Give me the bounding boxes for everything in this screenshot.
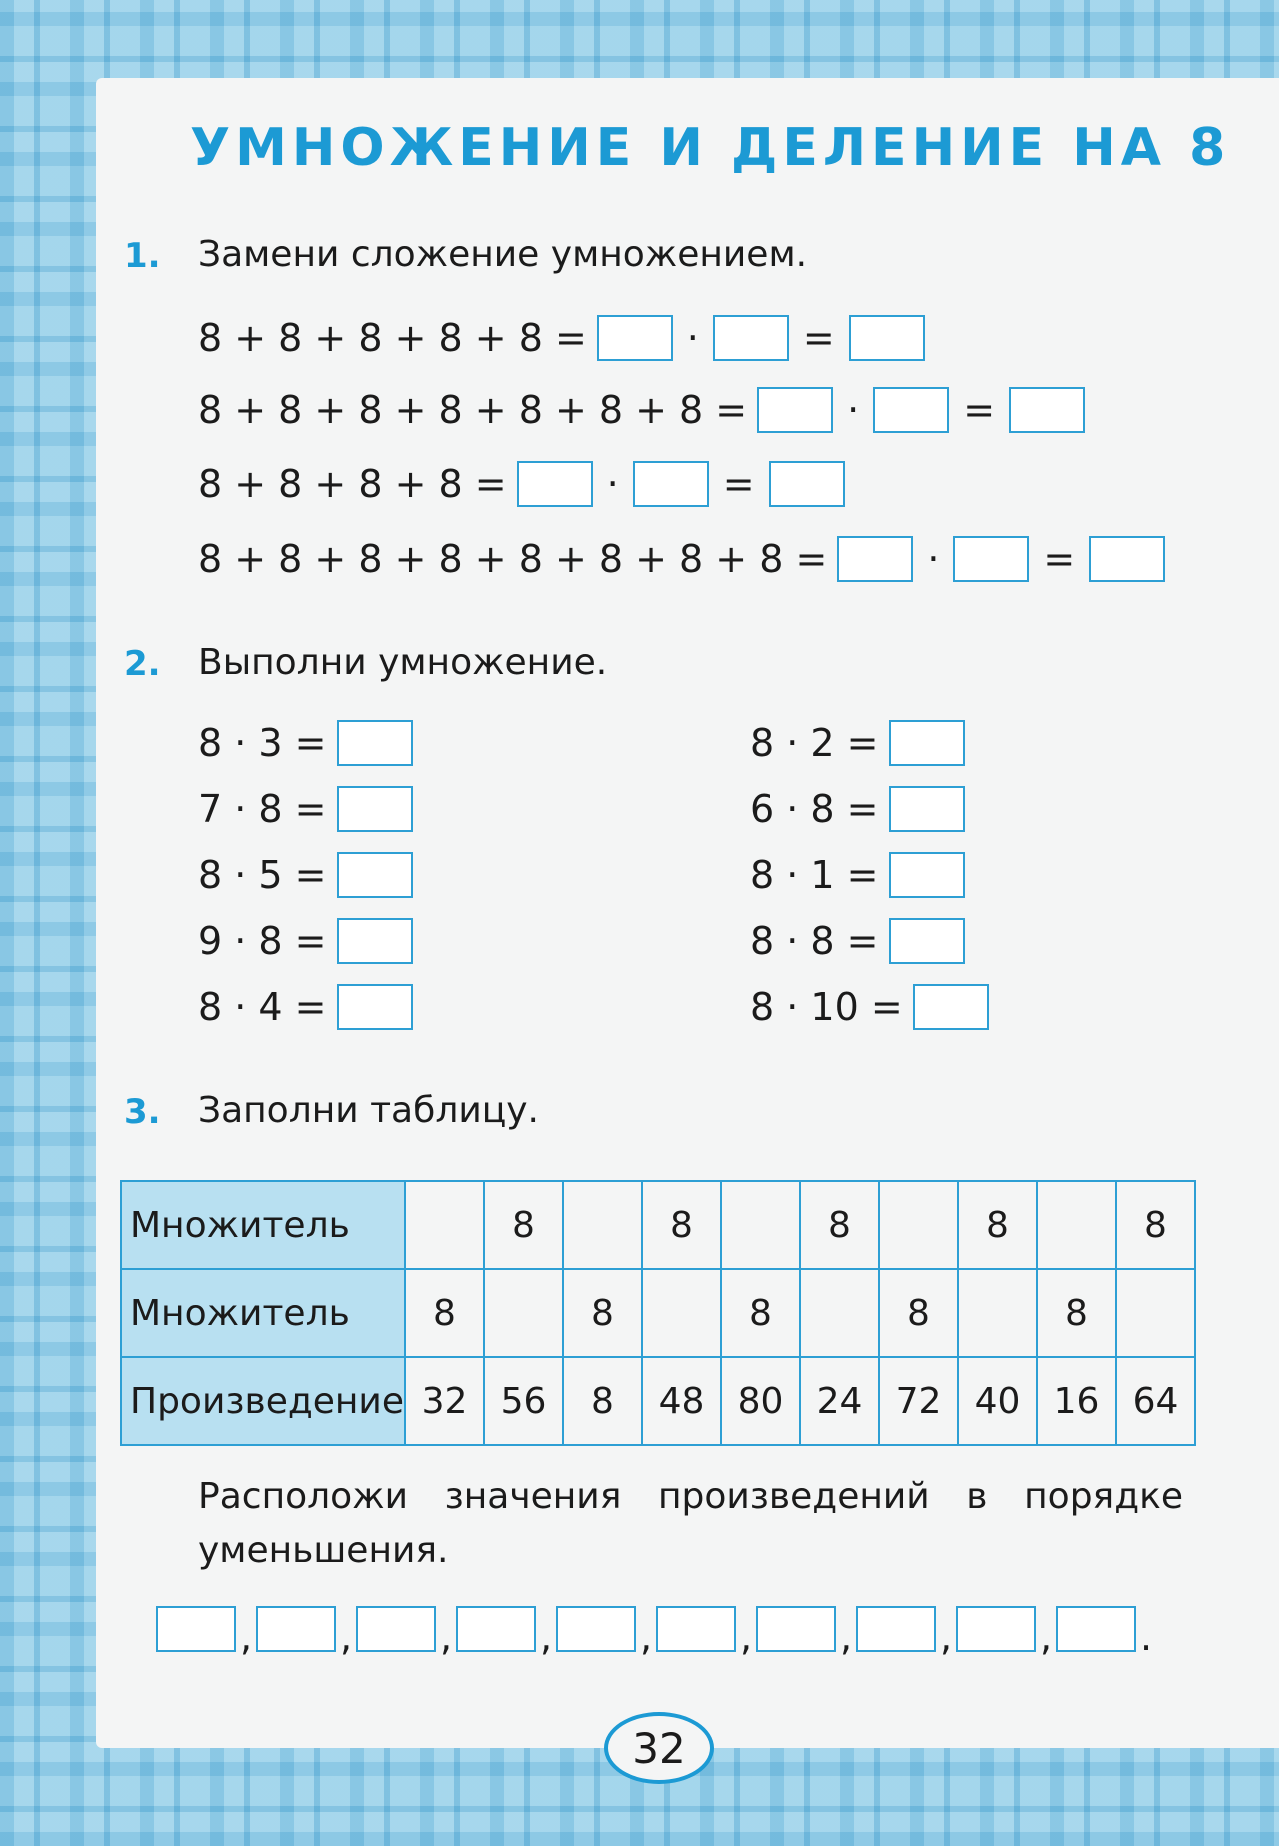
table-cell[interactable] bbox=[721, 1181, 800, 1269]
table-cell: 8 bbox=[879, 1269, 958, 1357]
table-cell: 8 bbox=[958, 1181, 1037, 1269]
table-cell: 64 bbox=[1116, 1357, 1195, 1445]
mult-left-3 bbox=[198, 852, 413, 898]
answer-box[interactable] bbox=[756, 1606, 836, 1652]
table-cell[interactable] bbox=[484, 1269, 563, 1357]
table-cell: 8 bbox=[1037, 1269, 1116, 1357]
mult-right-4 bbox=[750, 918, 965, 964]
comma: , bbox=[839, 1615, 853, 1659]
mult-expression: 8 · 5 = bbox=[198, 853, 327, 897]
sum-expression: 8 + 8 + 8 + 8 + 8 = bbox=[198, 316, 587, 360]
equals-sign: = bbox=[802, 316, 835, 360]
answer-box[interactable] bbox=[597, 315, 673, 361]
equals-sign: = bbox=[1043, 537, 1076, 581]
table-cell: 80 bbox=[721, 1357, 800, 1445]
answer-box[interactable] bbox=[156, 1606, 236, 1652]
mult-left-2 bbox=[198, 786, 413, 832]
table-cell: 8 bbox=[405, 1269, 484, 1357]
row-header: Множитель bbox=[121, 1181, 405, 1269]
mult-expression: 8 · 2 = bbox=[750, 721, 879, 765]
table-cell: 8 bbox=[721, 1269, 800, 1357]
mult-expression: 8 · 8 = bbox=[750, 919, 879, 963]
comma: , bbox=[639, 1615, 653, 1659]
mult-left-4 bbox=[198, 918, 413, 964]
task-1-row-3 bbox=[198, 461, 845, 507]
answer-box[interactable] bbox=[337, 918, 413, 964]
answer-box[interactable] bbox=[913, 984, 989, 1030]
sum-expression: 8 + 8 + 8 + 8 + 8 + 8 + 8 + 8 = bbox=[198, 537, 828, 581]
table-cell: 8 bbox=[800, 1181, 879, 1269]
table-row-product bbox=[121, 1357, 1195, 1445]
task-2-number: 2. bbox=[124, 644, 161, 684]
period: . bbox=[1139, 1615, 1153, 1659]
table-cell[interactable] bbox=[1116, 1269, 1195, 1357]
table-cell: 8 bbox=[1116, 1181, 1195, 1269]
mult-expression: 6 · 8 = bbox=[750, 787, 879, 831]
answer-box[interactable] bbox=[656, 1606, 736, 1652]
table-cell: 8 bbox=[484, 1181, 563, 1269]
answer-box[interactable] bbox=[1089, 536, 1165, 582]
mult-expression: 8 · 3 = bbox=[198, 721, 327, 765]
table-cell: 48 bbox=[642, 1357, 721, 1445]
answer-box[interactable] bbox=[633, 461, 709, 507]
table-cell[interactable] bbox=[879, 1181, 958, 1269]
task-2-text: Выполни умножение. bbox=[198, 642, 608, 683]
task-1-text: Замени сложение умножением. bbox=[198, 234, 808, 275]
comma: , bbox=[539, 1615, 553, 1659]
order-instruction: Расположи значения произведений в порядке уменьшения. bbox=[198, 1476, 1183, 1571]
answer-box[interactable] bbox=[956, 1606, 1036, 1652]
row-header: Произведение bbox=[121, 1357, 405, 1445]
answer-box[interactable] bbox=[356, 1606, 436, 1652]
answer-box[interactable] bbox=[856, 1606, 936, 1652]
mult-expression: 7 · 8 = bbox=[198, 787, 327, 831]
answer-box[interactable] bbox=[337, 852, 413, 898]
multiply-sign: · bbox=[686, 316, 699, 360]
ordering-answer-row bbox=[156, 1606, 1156, 1659]
task-1-row-1 bbox=[198, 315, 925, 361]
table-cell: 40 bbox=[958, 1357, 1037, 1445]
task-3-text: Заполни таблицу. bbox=[198, 1090, 539, 1131]
answer-box[interactable] bbox=[256, 1606, 336, 1652]
sum-expression: 8 + 8 + 8 + 8 = bbox=[198, 462, 507, 506]
mult-expression: 8 · 10 = bbox=[750, 985, 903, 1029]
multiply-sign: · bbox=[606, 462, 619, 506]
multiply-sign: · bbox=[847, 388, 860, 432]
answer-box[interactable] bbox=[873, 387, 949, 433]
answer-box[interactable] bbox=[769, 461, 845, 507]
table-cell: 8 bbox=[642, 1181, 721, 1269]
table-row-factor-1 bbox=[121, 1181, 1195, 1269]
table-cell: 8 bbox=[563, 1269, 642, 1357]
table-cell: 72 bbox=[879, 1357, 958, 1445]
equals-sign: = bbox=[722, 462, 755, 506]
table-row-factor-2 bbox=[121, 1269, 1195, 1357]
sum-expression: 8 + 8 + 8 + 8 + 8 + 8 + 8 = bbox=[198, 388, 748, 432]
mult-right-5 bbox=[750, 984, 989, 1030]
page-number: 32 bbox=[604, 1712, 714, 1784]
answer-box[interactable] bbox=[889, 720, 965, 766]
answer-box[interactable] bbox=[837, 536, 913, 582]
table-cell[interactable] bbox=[563, 1181, 642, 1269]
row-header: Множитель bbox=[121, 1269, 405, 1357]
answer-box[interactable] bbox=[953, 536, 1029, 582]
comma: , bbox=[239, 1615, 253, 1659]
page-title: УМНОЖЕНИЕ И ДЕЛЕНИЕ НА 8 bbox=[190, 118, 1231, 178]
answer-box[interactable] bbox=[889, 852, 965, 898]
answer-box[interactable] bbox=[1009, 387, 1085, 433]
table-cell[interactable] bbox=[642, 1269, 721, 1357]
comma: , bbox=[1039, 1615, 1053, 1659]
answer-box[interactable] bbox=[337, 984, 413, 1030]
answer-box[interactable] bbox=[337, 720, 413, 766]
table-cell[interactable] bbox=[1037, 1181, 1116, 1269]
table-cell: 16 bbox=[1037, 1357, 1116, 1445]
table-cell: 24 bbox=[800, 1357, 879, 1445]
mult-right-1 bbox=[750, 720, 965, 766]
equals-sign: = bbox=[963, 388, 996, 432]
mult-right-3 bbox=[750, 852, 965, 898]
table-cell: 56 bbox=[484, 1357, 563, 1445]
mult-expression: 9 · 8 = bbox=[198, 919, 327, 963]
answer-box[interactable] bbox=[517, 461, 593, 507]
comma: , bbox=[339, 1615, 353, 1659]
answer-box[interactable] bbox=[713, 315, 789, 361]
answer-box[interactable] bbox=[337, 786, 413, 832]
mult-left-1 bbox=[198, 720, 413, 766]
table-cell[interactable] bbox=[405, 1181, 484, 1269]
task-3-number: 3. bbox=[124, 1092, 161, 1132]
table-cell: 32 bbox=[405, 1357, 484, 1445]
mult-expression: 8 · 1 = bbox=[750, 853, 879, 897]
answer-box[interactable] bbox=[757, 387, 833, 433]
answer-box[interactable] bbox=[456, 1606, 536, 1652]
multiply-sign: · bbox=[927, 537, 940, 581]
answer-box[interactable] bbox=[556, 1606, 636, 1652]
answer-box[interactable] bbox=[889, 786, 965, 832]
answer-box[interactable] bbox=[849, 315, 925, 361]
table-cell[interactable] bbox=[958, 1269, 1037, 1357]
mult-right-2 bbox=[750, 786, 965, 832]
comma: , bbox=[939, 1615, 953, 1659]
task-1-row-2 bbox=[198, 387, 1085, 433]
answer-box[interactable] bbox=[889, 918, 965, 964]
mult-left-5 bbox=[198, 984, 413, 1030]
task-1-number: 1. bbox=[124, 236, 161, 276]
answer-box[interactable] bbox=[1056, 1606, 1136, 1652]
multiplication-table bbox=[120, 1180, 1196, 1446]
task-1-row-4 bbox=[198, 536, 1165, 582]
mult-expression: 8 · 4 = bbox=[198, 985, 327, 1029]
comma: , bbox=[739, 1615, 753, 1659]
table-cell[interactable] bbox=[800, 1269, 879, 1357]
table-cell: 8 bbox=[563, 1357, 642, 1445]
comma: , bbox=[439, 1615, 453, 1659]
